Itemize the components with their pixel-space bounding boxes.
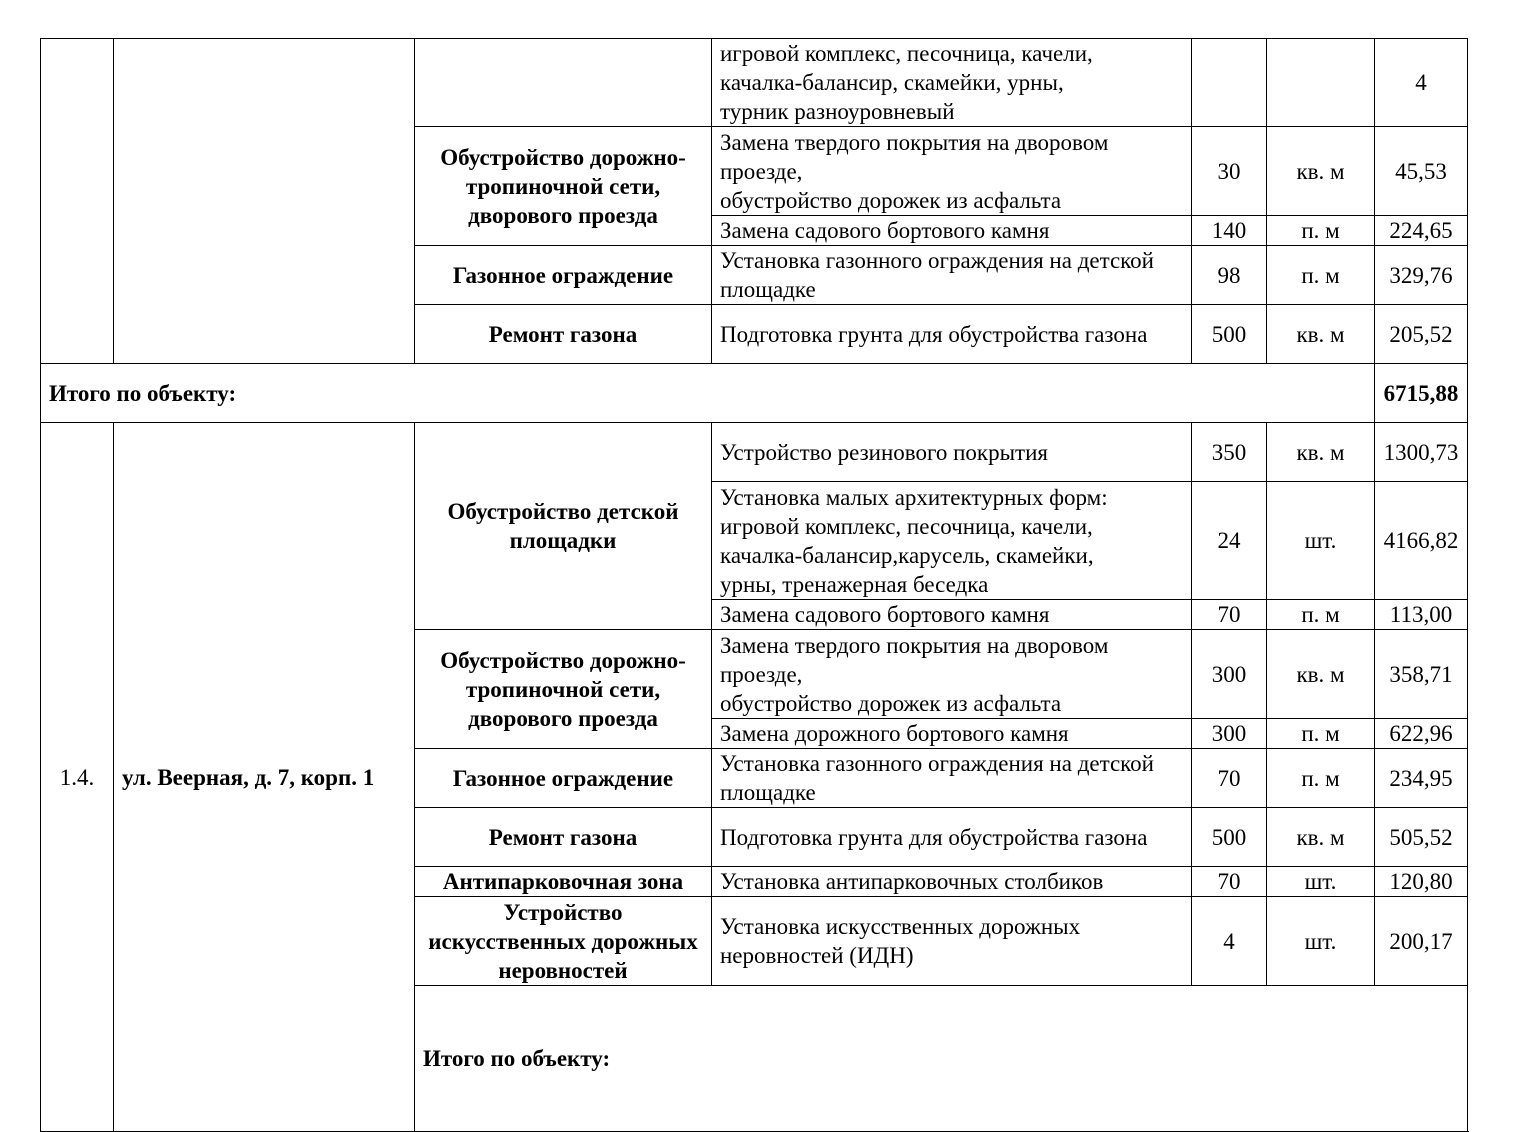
table-row bbox=[41, 39, 1468, 127]
category-cell: Антипарковочная зона bbox=[415, 867, 712, 897]
row-number-cell: 1.4. bbox=[41, 423, 114, 1132]
work-description: Замена садового бортового камня bbox=[712, 600, 1192, 630]
unit-cell bbox=[1267, 39, 1375, 127]
quantity-cell: 350 bbox=[1192, 423, 1267, 482]
work-description: Устройство резинового покрытия bbox=[712, 423, 1192, 482]
category-cell: Газонное ограждение bbox=[415, 749, 712, 808]
work-description: Установка газонного ограждения на детской площадке bbox=[712, 749, 1192, 808]
cost-cell: 505,52 bbox=[1375, 808, 1468, 867]
address-cell bbox=[114, 39, 415, 364]
work-description: Замена твердого покрытия на дворовом проезде, обустройство дорожек из асфальта bbox=[712, 630, 1192, 719]
cost-cell: 205,52 bbox=[1375, 305, 1468, 364]
work-description: Установка малых архитектурных форм: игровой комплекс, песочница, качели, качалка-балансир,карусель, скамейки, урны, тренажерная беседка bbox=[712, 482, 1192, 600]
cost-cell: 224,65 bbox=[1375, 216, 1468, 246]
category-cell: Обустройство дорожно-тропиночной сети, дворового проезда bbox=[415, 630, 712, 749]
work-description: Замена дорожного бортового камня bbox=[712, 719, 1192, 749]
work-description: Подготовка грунта для обустройства газона bbox=[712, 305, 1192, 364]
cost-cell: 329,76 bbox=[1375, 246, 1468, 305]
unit-cell: п. м bbox=[1267, 719, 1375, 749]
quantity-cell: 70 bbox=[1192, 867, 1267, 897]
unit-cell: п. м bbox=[1267, 600, 1375, 630]
quantity-cell: 24 bbox=[1192, 482, 1267, 600]
quantity-cell: 140 bbox=[1192, 216, 1267, 246]
unit-cell: кв. м bbox=[1267, 423, 1375, 482]
work-description: Установка антипарковочных столбиков bbox=[712, 867, 1192, 897]
unit-cell: кв. м bbox=[1267, 305, 1375, 364]
quantity-cell: 70 bbox=[1192, 749, 1267, 808]
quantity-cell: 500 bbox=[1192, 305, 1267, 364]
category-cell: Устройство искусственных дорожных неровностей bbox=[415, 897, 712, 986]
quantity-cell: 300 bbox=[1192, 630, 1267, 719]
cost-cell: 4 bbox=[1375, 39, 1468, 127]
unit-cell: п. м bbox=[1267, 246, 1375, 305]
quantity-cell: 300 bbox=[1192, 719, 1267, 749]
unit-cell: кв. м bbox=[1267, 630, 1375, 719]
table-row bbox=[41, 423, 1468, 482]
unit-cell: п. м bbox=[1267, 216, 1375, 246]
cost-cell: 45,53 bbox=[1375, 127, 1468, 216]
work-description: игровой комплекс, песочница, качели, качалка-балансир, скамейки, урны, турник разноуровневый bbox=[712, 39, 1192, 127]
category-cell: Обустройство детской площадки bbox=[415, 423, 712, 630]
unit-cell: шт. bbox=[1267, 897, 1375, 986]
work-description: Установка газонного ограждения на детской площадке bbox=[712, 246, 1192, 305]
category-cell: Ремонт газона bbox=[415, 305, 712, 364]
category-cell: Обустройство дорожно-тропиночной сети, дворового проезда bbox=[415, 127, 712, 246]
total-label: Итого по объекту: bbox=[415, 986, 1468, 1132]
work-description: Замена садового бортового камня bbox=[712, 216, 1192, 246]
cost-cell: 358,71 bbox=[1375, 630, 1468, 719]
category-cell: Ремонт газона bbox=[415, 808, 712, 867]
works-table bbox=[40, 38, 1468, 1132]
cost-cell: 234,95 bbox=[1375, 749, 1468, 808]
cost-cell: 4166,82 bbox=[1375, 482, 1468, 600]
unit-cell: кв. м bbox=[1267, 808, 1375, 867]
unit-cell: кв. м bbox=[1267, 127, 1375, 216]
unit-cell: шт. bbox=[1267, 867, 1375, 897]
total-value: 6715,88 bbox=[1375, 364, 1468, 423]
category-cell: Газонное ограждение bbox=[415, 246, 712, 305]
quantity-cell: 500 bbox=[1192, 808, 1267, 867]
quantity-cell: 30 bbox=[1192, 127, 1267, 216]
unit-cell: шт. bbox=[1267, 482, 1375, 600]
unit-cell: п. м bbox=[1267, 749, 1375, 808]
estimate-sheet bbox=[40, 38, 1467, 1132]
work-description: Замена твердого покрытия на дворовом проезде, обустройство дорожек из асфальта bbox=[712, 127, 1192, 216]
work-description: Подготовка грунта для обустройства газона bbox=[712, 808, 1192, 867]
row-number-cell bbox=[41, 39, 114, 364]
cost-cell: 120,80 bbox=[1375, 867, 1468, 897]
quantity-cell: 70 bbox=[1192, 600, 1267, 630]
cost-cell: 622,96 bbox=[1375, 719, 1468, 749]
cost-cell: 1300,73 bbox=[1375, 423, 1468, 482]
category-cell bbox=[415, 39, 712, 127]
quantity-cell bbox=[1192, 39, 1267, 127]
cost-cell: 200,17 bbox=[1375, 897, 1468, 986]
address-cell: ул. Веерная, д. 7, корп. 1 bbox=[114, 423, 415, 1132]
quantity-cell: 4 bbox=[1192, 897, 1267, 986]
cost-cell: 113,00 bbox=[1375, 600, 1468, 630]
total-label: Итого по объекту: bbox=[41, 364, 1375, 423]
quantity-cell: 98 bbox=[1192, 246, 1267, 305]
total-row bbox=[41, 364, 1468, 423]
work-description: Установка искусственных дорожных неровностей (ИДН) bbox=[712, 897, 1192, 986]
